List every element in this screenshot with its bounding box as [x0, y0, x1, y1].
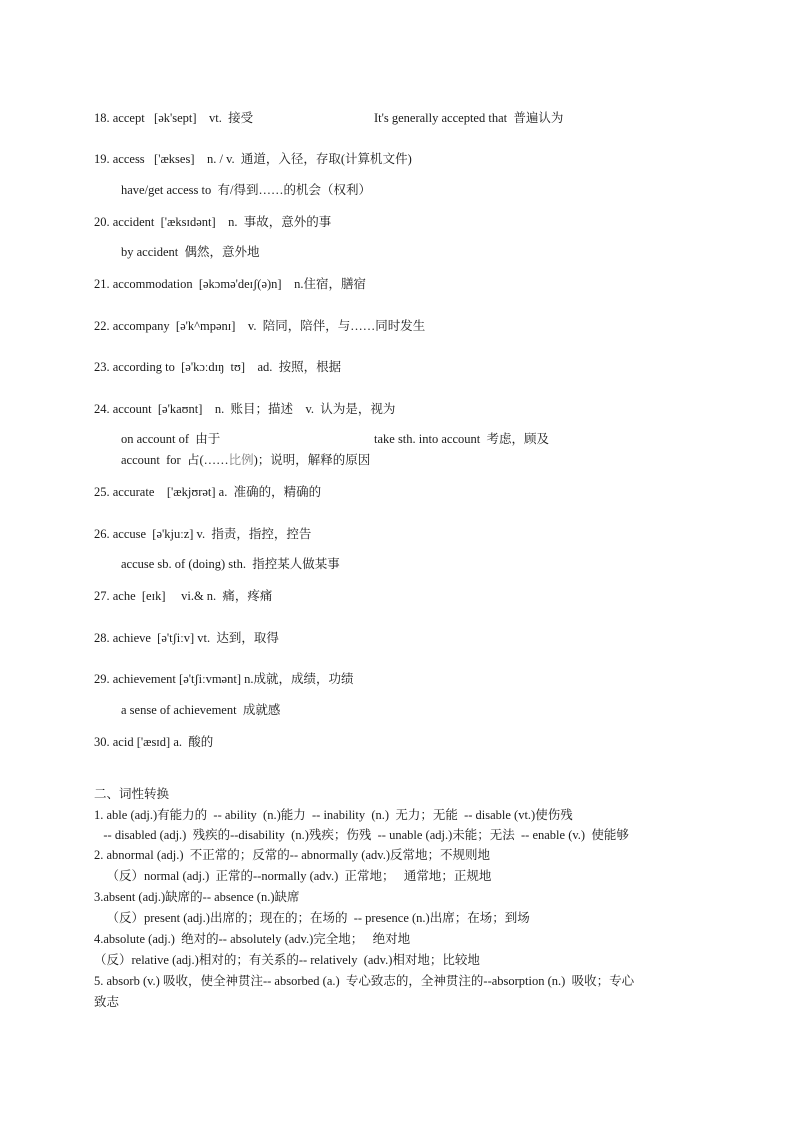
entry-19-main: 19. access ['ækses] n. / v. 通道，入径，存取(计算机文件)	[94, 152, 412, 166]
entry-19-phrase-text: have/get access to 有/得到……的机会（权利）	[121, 183, 371, 197]
entry-25	[94, 484, 321, 500]
entry-24-phrase-2-text: take sth. into account 考虑，顾及	[374, 432, 549, 446]
entry-26-phrase-text: accuse sb. of (doing) sth. 指控某人做某事	[121, 557, 340, 571]
entry-18-example	[374, 110, 563, 126]
entry-24-phrase-3-a: account for 占(……	[121, 453, 229, 467]
entry-29	[94, 671, 354, 687]
section-2-line-text: 1. able (adj.)有能力的 -- ability (n.)能力 -- inability (n.) 无力；无能 -- disable (vt.)使伤残	[94, 808, 573, 822]
section-2-line	[94, 807, 573, 823]
section-2-line	[94, 868, 491, 884]
entry-18	[94, 110, 253, 126]
section-2-line	[94, 931, 410, 947]
entry-23-main: 23. according to [ə'kɔːdɪŋ tʊ] ad. 按照，根据	[94, 360, 342, 374]
entry-26-phrase	[121, 556, 340, 572]
entry-26	[94, 526, 311, 542]
entry-27	[94, 588, 272, 604]
entry-24-phrase-1	[121, 431, 220, 447]
section-2-line	[94, 973, 634, 989]
entry-18-main: 18. accept [ək'sept] vt. 接受	[94, 111, 254, 125]
section-2-line	[94, 847, 490, 863]
entry-29-phrase-text: a sense of achievement 成就感	[121, 703, 281, 717]
section-2-line-text: 5. absorb (v.) 吸收，使全神贯注-- absorbed (a.) 专心致志的，全神贯注的--absorption (n.) 吸收；专心	[94, 974, 635, 988]
entry-20-phrase-text: by accident 偶然，意外地	[121, 245, 260, 259]
entry-24-phrase-3	[121, 452, 370, 468]
section-2-line	[94, 827, 629, 843]
section-2-line-text: 4.absolute (adj.) 绝对的-- absolutely (adv.)完全地； 绝对地	[94, 932, 411, 946]
entry-20	[94, 214, 331, 230]
section-2-line	[94, 889, 300, 905]
entry-27-main: 27. ache [eɪk] vi.& n. 痛，疼痛	[94, 589, 273, 603]
entry-24	[94, 401, 395, 417]
entry-28	[94, 630, 279, 646]
entry-24-phrase-2	[374, 431, 549, 447]
entry-24-phrase-3-grey: 比例	[228, 453, 254, 467]
section-2-line-text: （反）relative (adj.)相对的；有关系的-- relatively (adv.)相对地；比较地	[94, 953, 480, 967]
entry-19-phrase	[121, 182, 371, 198]
entry-22	[94, 318, 425, 334]
entry-28-main: 28. achieve [ə'tʃiːv] vt. 达到，取得	[94, 631, 279, 645]
entry-24-phrase-1-text: on account of 由于	[121, 432, 221, 446]
section-2-heading-text: 二、词性转换	[94, 787, 170, 801]
entry-21-main: 21. accommodation [əkɔmə'deɪʃ(ə)n] n.住宿，膳宿	[94, 277, 366, 291]
entry-29-phrase	[121, 702, 280, 718]
section-2-line	[94, 994, 119, 1010]
section-2-line	[94, 910, 530, 926]
entry-25-main: 25. accurate ['ækjʊrət] a. 准确的，精确的	[94, 485, 322, 499]
entry-30-main: 30. acid ['æsɪd] a. 酸的	[94, 735, 214, 749]
section-2-line-text: 2. abnormal (adj.) 不正常的；反常的-- abnormally (adv.)反常地；不规则地	[94, 848, 490, 862]
section-2-line-text: 致志	[94, 995, 120, 1009]
entry-23	[94, 359, 341, 375]
section-2-heading	[94, 786, 169, 802]
entry-20-phrase	[121, 244, 260, 260]
entry-30	[94, 734, 213, 750]
section-2-line-text: 3.absent (adj.)缺席的-- absence (n.)缺席	[94, 890, 300, 904]
entry-22-main: 22. accompany [ə'k^mpənɪ] v. 陪同，陪伴，与……同时发生	[94, 319, 426, 333]
entry-21	[94, 276, 366, 292]
entry-26-main: 26. accuse [ə'kjuːz] v. 指责，指控，控告	[94, 527, 312, 541]
section-2-line-text: （反）normal (adj.) 正常的--normally (adv.) 正常地； 通常地；正规地	[94, 869, 492, 883]
section-2-line-text: -- disabled (adj.) 残疾的--disability (n.)残疾；伤残 -- unable (adj.)未能；无法 -- enable (v.) 使能够	[94, 828, 629, 842]
section-2-line	[94, 952, 480, 968]
entry-24-phrase-3-b: )；说明，解释的原因	[253, 453, 371, 467]
entry-18-example-text: It's generally accepted that 普遍认为	[374, 111, 564, 125]
section-2-line-text: （反）present (adj.)出席的；现在的；在场的 -- presence (n.)出席；在场；到场	[94, 911, 530, 925]
entry-29-main: 29. achievement [ə'tʃiːvmənt] n.成就，成绩，功绩	[94, 672, 354, 686]
entry-20-main: 20. accident ['æksɪdənt] n. 事故，意外的事	[94, 215, 332, 229]
entry-19	[94, 151, 412, 167]
entry-24-main: 24. account [ə'kaʊnt] n. 账目；描述 v. 认为是，视为	[94, 402, 396, 416]
